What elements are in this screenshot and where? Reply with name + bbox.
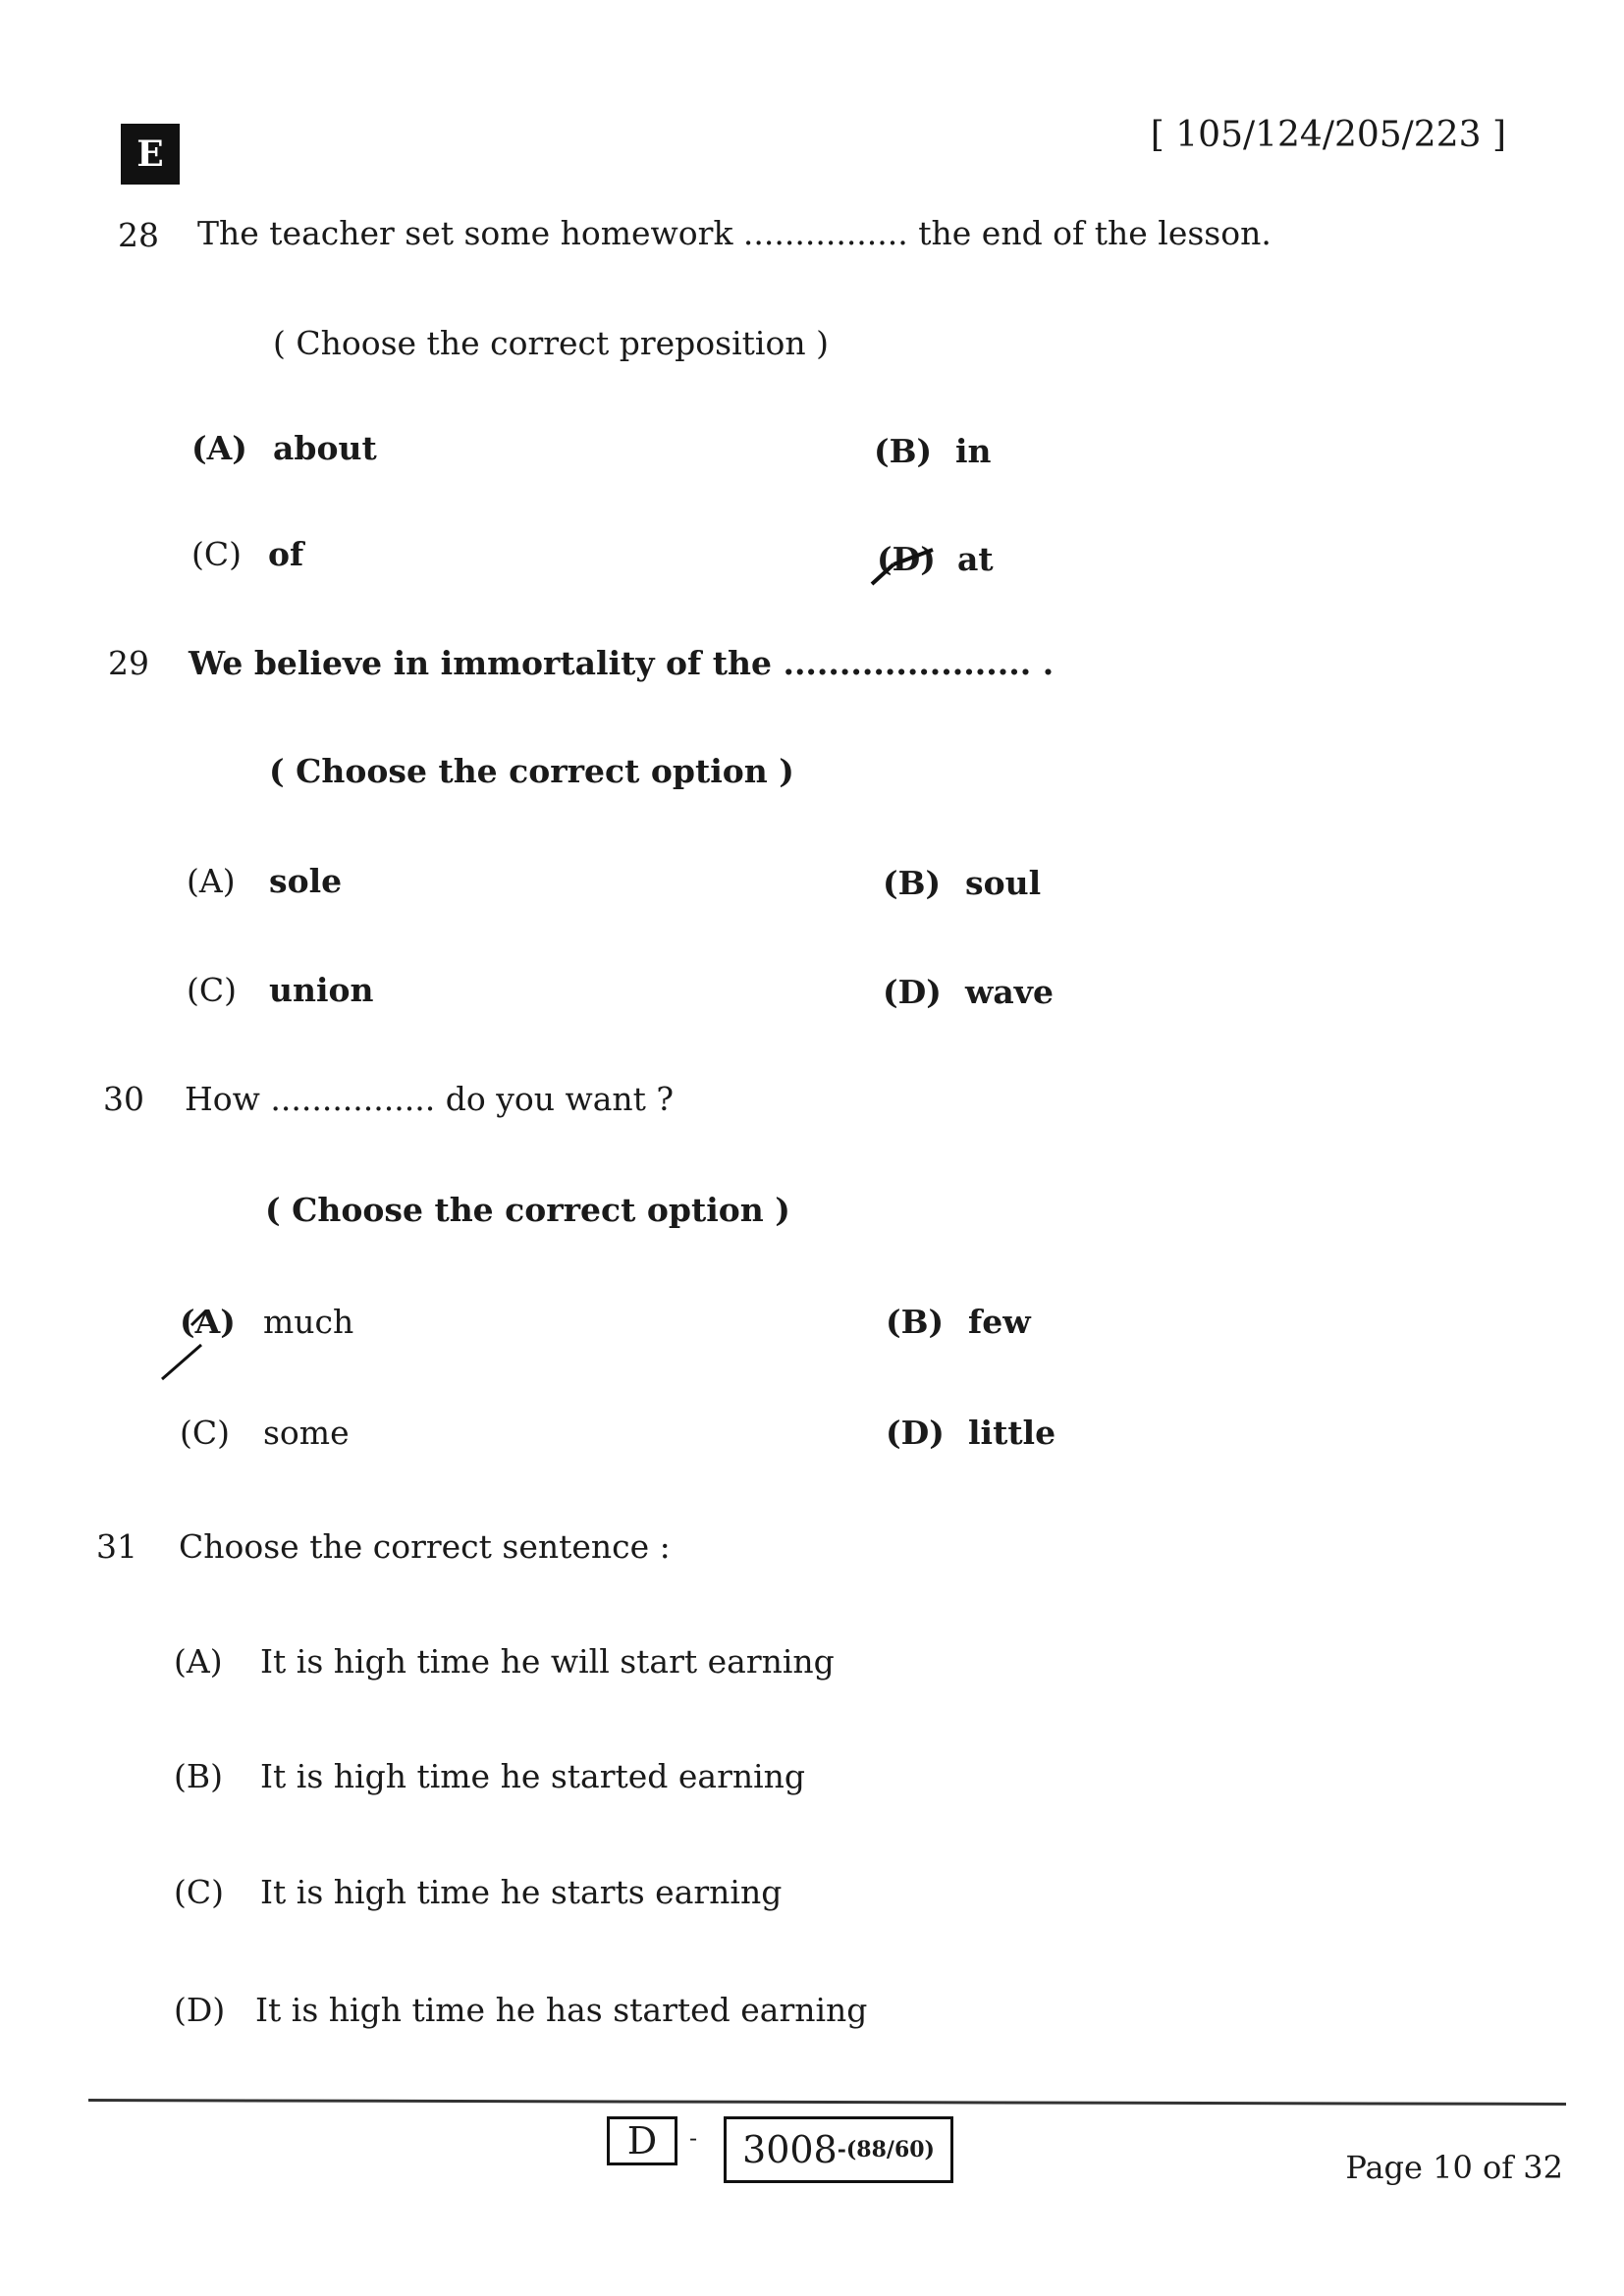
option-text: at	[957, 540, 994, 578]
question-text: How ................ do you want ?	[185, 1080, 675, 1118]
footer-divider	[88, 2099, 1566, 2106]
option-label: (A)	[187, 862, 236, 900]
question-instruction: ( Choose the correct preposition )	[273, 324, 829, 362]
question-instruction: ( Choose the correct option )	[265, 1191, 790, 1229]
option-label: (D)	[877, 540, 936, 578]
paper-code: [ 105/124/205/223 ]	[1150, 115, 1506, 155]
question-number: 30	[103, 1080, 144, 1118]
option-label: (C)	[180, 1414, 230, 1452]
page-number: Page 10 of 32	[1345, 2149, 1563, 2186]
option-label: (B)	[174, 1757, 223, 1795]
question-text: We believe in immortality of the ...................... .	[189, 644, 1055, 682]
option-text: union	[269, 971, 374, 1009]
code-box	[724, 2116, 953, 2183]
option-label: (D)	[886, 1414, 945, 1452]
option-label: (D)	[883, 973, 942, 1011]
footer-separator: -	[689, 2124, 698, 2152]
paper-code-suffix: -(88/60)	[837, 2137, 935, 2163]
option-text: sole	[269, 862, 343, 900]
option-label: (D)	[174, 1991, 226, 2029]
option-label: (B)	[886, 1303, 945, 1341]
question-number: 31	[96, 1527, 137, 1566]
option-text: soul	[965, 864, 1042, 902]
option-text: some	[263, 1414, 350, 1452]
option-label: (C)	[174, 1873, 224, 1911]
option-label: (B)	[874, 432, 933, 470]
question-text: The teacher set some homework ................ the end of the lesson.	[197, 214, 1272, 252]
question-text: Choose the correct sentence :	[179, 1527, 671, 1566]
question-number: 29	[108, 644, 149, 682]
question-instruction: ( Choose the correct option )	[269, 752, 794, 790]
series-box: D	[607, 2116, 677, 2165]
option-text: much	[263, 1303, 354, 1341]
option-label: (C)	[191, 535, 242, 573]
option-text: about	[273, 429, 377, 467]
option-text: wave	[965, 973, 1054, 1011]
option-text: of	[268, 535, 304, 573]
option-text: It is high time he has started earning	[255, 1991, 868, 2029]
option-text: little	[968, 1414, 1056, 1452]
option-text: It is high time he will start earning	[260, 1642, 835, 1681]
question-number: 28	[118, 216, 159, 254]
set-badge: E	[121, 124, 180, 185]
tick-mark-icon	[157, 1296, 255, 1384]
option-text: It is high time he started earning	[260, 1757, 806, 1795]
option-text: in	[955, 432, 992, 470]
paper-code-number: 3008	[742, 2128, 838, 2171]
option-label: (B)	[883, 864, 942, 902]
option-label: (C)	[187, 971, 237, 1009]
option-label: (A)	[174, 1642, 223, 1681]
option-text: It is high time he starts earning	[260, 1873, 783, 1911]
tick-mark-icon	[864, 535, 943, 594]
option-label: (A)	[180, 1303, 236, 1341]
option-label: (A)	[191, 429, 247, 467]
option-text: few	[968, 1303, 1031, 1341]
